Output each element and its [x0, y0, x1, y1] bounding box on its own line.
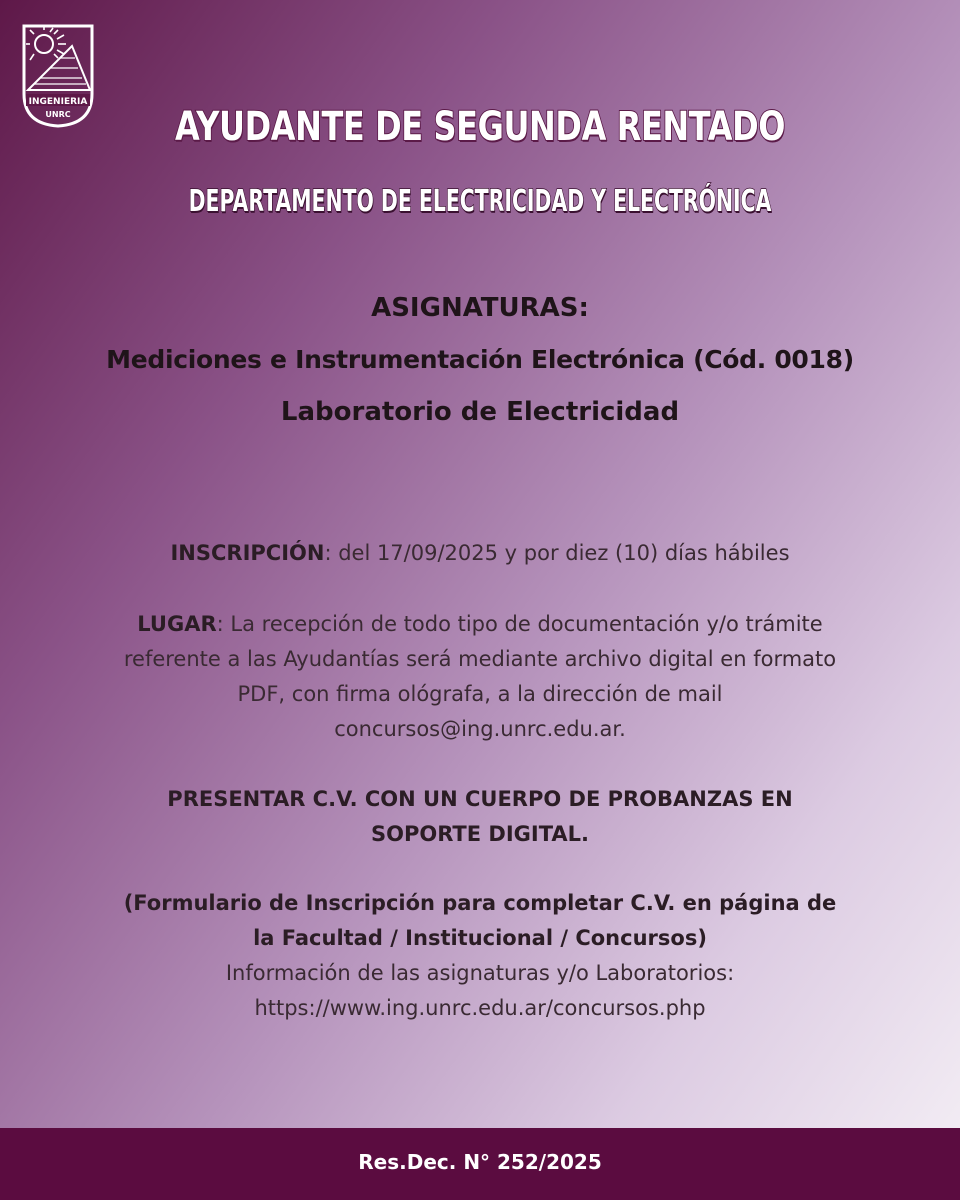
subject-item: Mediciones e Instrumentación Electrónica (Cód. 0018) — [106, 345, 854, 374]
presentar-line: PRESENTAR C.V. CON UN CUERPO DE PROBANZAS EN — [167, 787, 793, 811]
inscripcion-label: INSCRIPCIÓN — [170, 541, 325, 565]
lugar-label: LUGAR — [137, 612, 217, 636]
lugar-paragraph — [40, 607, 920, 747]
formulario-line: la Facultad / Institucional / Concursos) — [253, 926, 707, 950]
ingenieria-unrc-logo — [22, 24, 94, 128]
formulario-line: (Formulario de Inscripción para completar C.V. en página de — [123, 891, 837, 915]
logo-text-top: INGENIERIA — [28, 97, 88, 107]
logo-text-bottom: UNRC — [45, 110, 71, 119]
lugar-text-line: PDF, con firma ológrafa, a la dirección de mail — [237, 682, 723, 706]
subject-item: Laboratorio de Electricidad — [280, 397, 680, 427]
formulario-paragraph — [40, 886, 920, 1026]
lugar-text-line: : La recepción de todo tipo de documentación y/o trámite — [216, 612, 823, 636]
subjects-section — [0, 282, 960, 438]
subjects-heading: ASIGNATURAS: — [371, 293, 589, 323]
page-title: AYUDANTE DE SEGUNDA RENTADO — [174, 104, 786, 150]
presentar-line: SOPORTE DIGITAL. — [370, 822, 590, 846]
details-section — [40, 536, 920, 1026]
footer-bar — [0, 1128, 960, 1200]
contact-email: concursos@ing.unrc.edu.ar. — [334, 717, 626, 741]
lugar-text-line: referente a las Ayudantías será mediante archivo digital en formato — [123, 647, 837, 671]
department-subtitle: DEPARTAMENTO DE ELECTRICIDAD Y ELECTRÓNICA — [188, 184, 772, 219]
inscripcion-line — [40, 536, 920, 571]
formulario-info-line: Información de las asignaturas y/o Laboratorios: — [225, 961, 735, 985]
presentar-paragraph — [40, 782, 920, 852]
resolution-number: Res.Dec. N° 252/2025 — [358, 1150, 602, 1174]
inscripcion-text: : del 17/09/2025 y por diez (10) días hábiles — [324, 541, 790, 565]
concursos-url: https://www.ing.unrc.edu.ar/concursos.php — [254, 996, 706, 1020]
